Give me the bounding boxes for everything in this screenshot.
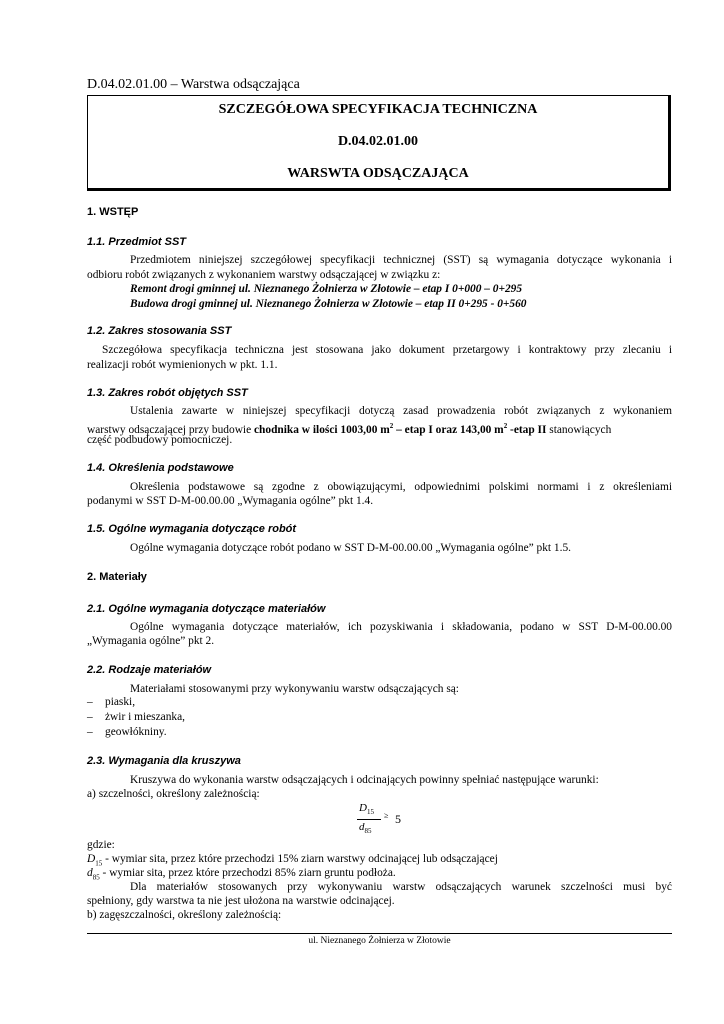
section-2-1-heading: 2.1. Ogólne wymagania dotyczące materiałów: [87, 603, 326, 615]
list-item-text: piaski,: [105, 696, 136, 708]
spec-code: D.04.02.01.00: [337, 134, 419, 149]
running-header: D.04.02.01.00 – Warstwa odsączająca: [87, 77, 300, 92]
section-1-heading: 1. WSTĘP: [87, 206, 139, 218]
stage-2-label: -etap II: [507, 423, 547, 436]
section-1-5-text-a: Ogólne wymagania dotyczące robót podano w SST D-M-00.00.00 „Wymagania ogólne” pkt 1.5.: [130, 542, 572, 554]
section-2-heading: 2. Materiały: [87, 571, 147, 583]
formula-value: 5: [395, 812, 401, 826]
section-1-2-text-a: Szczegółowa specyfikacja techniczna jest stosowana jako dokument przetargowy i kontraktowy przy zlecaniu i: [102, 344, 672, 356]
section-2-3-text-b: a) szczelności, określony zależnością:: [87, 788, 260, 800]
section-1-2-heading: 1.2. Zakres stosowania SST: [87, 325, 232, 337]
definition-d15: $D_{15}$ - wymiar sita, przez które przechodzi 15% ziarn warstwy odcinającej lub odsączającej: [87, 853, 498, 868]
unit-superscript-2: 2: [503, 422, 508, 430]
unit-superscript-1: 2: [389, 422, 394, 430]
filter-criterion-formula: [355, 800, 425, 838]
section-2-1-text-a: Ogólne wymagania dotyczące materiałów, ich pozyskiwania i składowania, podano w SST D-M-00.00.00: [130, 621, 672, 633]
section-1-1-text-a: Przedmiotem niniejszej szczegółowej specyfikacji technicznej (SST) są wymagania dotyczące wykonania i: [130, 254, 672, 266]
sidewalk-quantity-1: chodnika w ilości 1003,00 m: [254, 423, 390, 436]
section-1-4-heading: 1.4. Określenia podstawowe: [87, 462, 234, 474]
section-2-3-text-d: spełniony, gdy warstwa ta nie jest ułożona na warstwie odcinającej.: [87, 895, 395, 907]
list-item-text: geowłókniny.: [105, 726, 167, 738]
footer-divider: [87, 933, 672, 934]
sidewalk-quantity-2: – etap I oraz 143,00 m: [393, 423, 504, 436]
section-1-3-text-a: Ustalenia zawarte w niniejszej specyfikacji dotyczą zasad prowadzenia robót związanych z wykonaniem: [130, 405, 672, 417]
section-2-3-text-a: Kruszywa do wykonania warstw odsączających i odcinających powinny spełniać następujące warunki:: [130, 774, 599, 786]
list-item: [87, 711, 387, 726]
section-1-3-heading: 1.3. Zakres robót objętych SST: [87, 387, 248, 399]
list-item-text: żwir i mieszanka,: [105, 711, 186, 723]
title-box: [87, 95, 671, 191]
section-2-3-text-c: Dla materiałów stosowanych przy wykonywaniu warstw odsączających warunek szczelności musi być: [130, 881, 672, 893]
spec-subject: WARSWTA ODSĄCZAJĄCA: [287, 166, 469, 181]
project-item-1: Remont drogi gminnej ul. Nieznanego Żołnierza w Złotowie – etap I 0+000 – 0+295: [130, 283, 523, 295]
section-2-2-heading: 2.2. Rodzaje materiałów: [87, 664, 212, 676]
list-item: [87, 726, 387, 741]
formula-fraction-bar: [357, 819, 381, 820]
section-1-4-text-a: Określenia podstawowe są zgodne z obowiązującymi, odpowiednimi polskimi normami i z określeniami: [130, 481, 672, 493]
section-2-1-text-b: „Wymagania ogólne” pkt 2.: [87, 635, 215, 647]
section-1-4-text-b: podanymi w SST D-M-00.00.00 „Wymagania ogólne” pkt 1.4.: [87, 495, 374, 507]
list-item: [87, 696, 387, 711]
section-2-3-text-e: b) zagęszczalności, określony zależnością:: [87, 909, 282, 921]
formula-operator: ≥: [384, 811, 389, 820]
section-1-3-text-b1: warstwy odsączającej przy budowie: [87, 423, 254, 436]
formula-numerator: $D_{15}$: [359, 802, 374, 817]
where-label: gdzie:: [87, 839, 115, 851]
section-1-1-heading: 1.1. Przedmiot SST: [87, 236, 187, 248]
list-dash: –: [87, 696, 93, 708]
list-dash: –: [87, 726, 93, 738]
spec-title: SZCZEGÓŁOWA SPECYFIKACJA TECHNICZNA: [218, 102, 538, 117]
section-1-5-heading: 1.5. Ogólne wymagania dotyczące robót: [87, 523, 297, 535]
formula-denominator: $d_{85}$: [359, 821, 372, 836]
section-2-3-heading: 2.3. Wymagania dla kruszywa: [87, 755, 241, 767]
section-1-3-text-c: część podbudowy pomocniczej.: [87, 434, 233, 446]
page-footer: ul. Nieznanego Żołnierza w Złotowie: [308, 936, 451, 946]
list-dash: –: [87, 711, 93, 723]
definition-d85: $d_{85}$ - wymiar sita, przez które przechodzi 85% ziarn gruntu podłoża.: [87, 867, 396, 882]
section-2-2-text-a: Materiałami stosowanymi przy wykonywaniu warstw odsączających są:: [130, 683, 459, 695]
project-item-2: Budowa drogi gminnej ul. Nieznanego Żołnierza w Złotowie – etap II 0+295 - 0+560: [130, 298, 527, 310]
section-1-3-text-b2: stanowiących: [546, 423, 612, 436]
section-1-2-text-b: realizacji robót wymienionych w pkt. 1.1.: [87, 359, 278, 371]
section-1-1-text-b: odbioru robót związanych z wykonaniem warstwy odsączającej w związku z:: [87, 269, 441, 281]
